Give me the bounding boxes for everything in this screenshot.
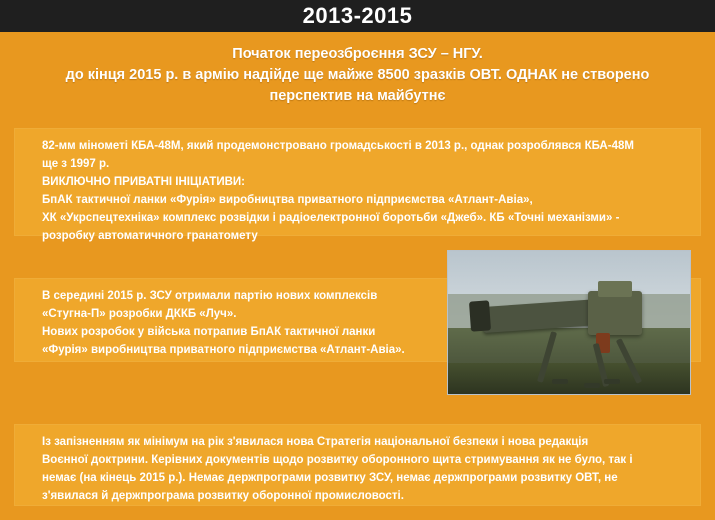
panel-text-block <box>14 128 701 256</box>
launcher-muzzle <box>469 300 491 331</box>
tripod-foot <box>604 379 620 384</box>
panel3-line-3: немає (на кінець 2015 р.). Немає держпрограми розвитку ЗСУ, немає держпрограми розвитку ОВТ, не <box>42 472 618 484</box>
panel3-line-2: Воєнної доктрини. Керівних документів щодо розвитку оборонного щита стримування як не було, так і <box>42 454 633 466</box>
panel-text-block <box>14 424 701 516</box>
panel2-line-1: В середині 2015 р. ЗСУ отримали партію нових комплексів <box>42 290 378 302</box>
panel3-line-4: з'явилася й держпрограма розвитку оборонної промисловості. <box>42 490 404 502</box>
content-panel-kba-48m <box>14 128 701 242</box>
subtitle-line-2: до кінця 2015 р. в армію надійде ще майже 8500 зразків ОВТ. ОДНАК не створено <box>65 67 650 83</box>
subtitle-line-3: перспектив на майбутнє <box>269 88 446 104</box>
panel2-line-4: «Фурія» виробництва приватного підприємства «Атлант-Авіа». <box>42 344 405 356</box>
panel1-line-6: розробку автоматичного гранатомету <box>42 230 258 242</box>
launcher-body <box>588 291 642 335</box>
launcher-sight-box <box>598 281 632 297</box>
slide-subtitle <box>0 38 715 107</box>
tripod-foot <box>552 379 568 384</box>
photo-grass <box>448 363 690 394</box>
panel1-line-3: ВИКЛЮЧНО ПРИВАТНІ ІНІЦІАТИВИ: <box>42 176 245 188</box>
panel3-line-1: Із запізненням як мінімум на рік з'явилася нова Стратегія національної безпеки і нова редакція <box>42 436 589 448</box>
subtitle-line-1: Початок переозброєння ЗСУ – НГУ. <box>232 46 483 62</box>
panel1-line-2: ще з 1997 р. <box>42 158 110 170</box>
slide-title: 2013-2015 <box>0 0 715 32</box>
content-panel-strategy <box>14 424 701 506</box>
panel1-line-4: БпАК тактичної ланки «Фурія» виробництва приватного підприємства «Атлант-Авіа», <box>42 194 533 206</box>
stugna-p-launcher-photo <box>447 250 691 395</box>
panel2-line-2: «Стугна-П» розробки ДККБ «Луч». <box>42 308 237 320</box>
tripod-foot <box>584 383 600 388</box>
panel1-line-5: ХК «Укрспецтехніка» комплекс розвідки і радіоелектронної боротьби «Джеб». КБ «Точні механізми» - <box>42 212 620 224</box>
panel1-line-1: 82-мм мінометі КБА-48М, який продемонстровано громадськості в 2013 р., однак розроблявся КБА-48М <box>42 140 634 152</box>
panel2-line-3: Нових розробок у війська потрапив БпАК тактичної ланки <box>42 326 376 338</box>
